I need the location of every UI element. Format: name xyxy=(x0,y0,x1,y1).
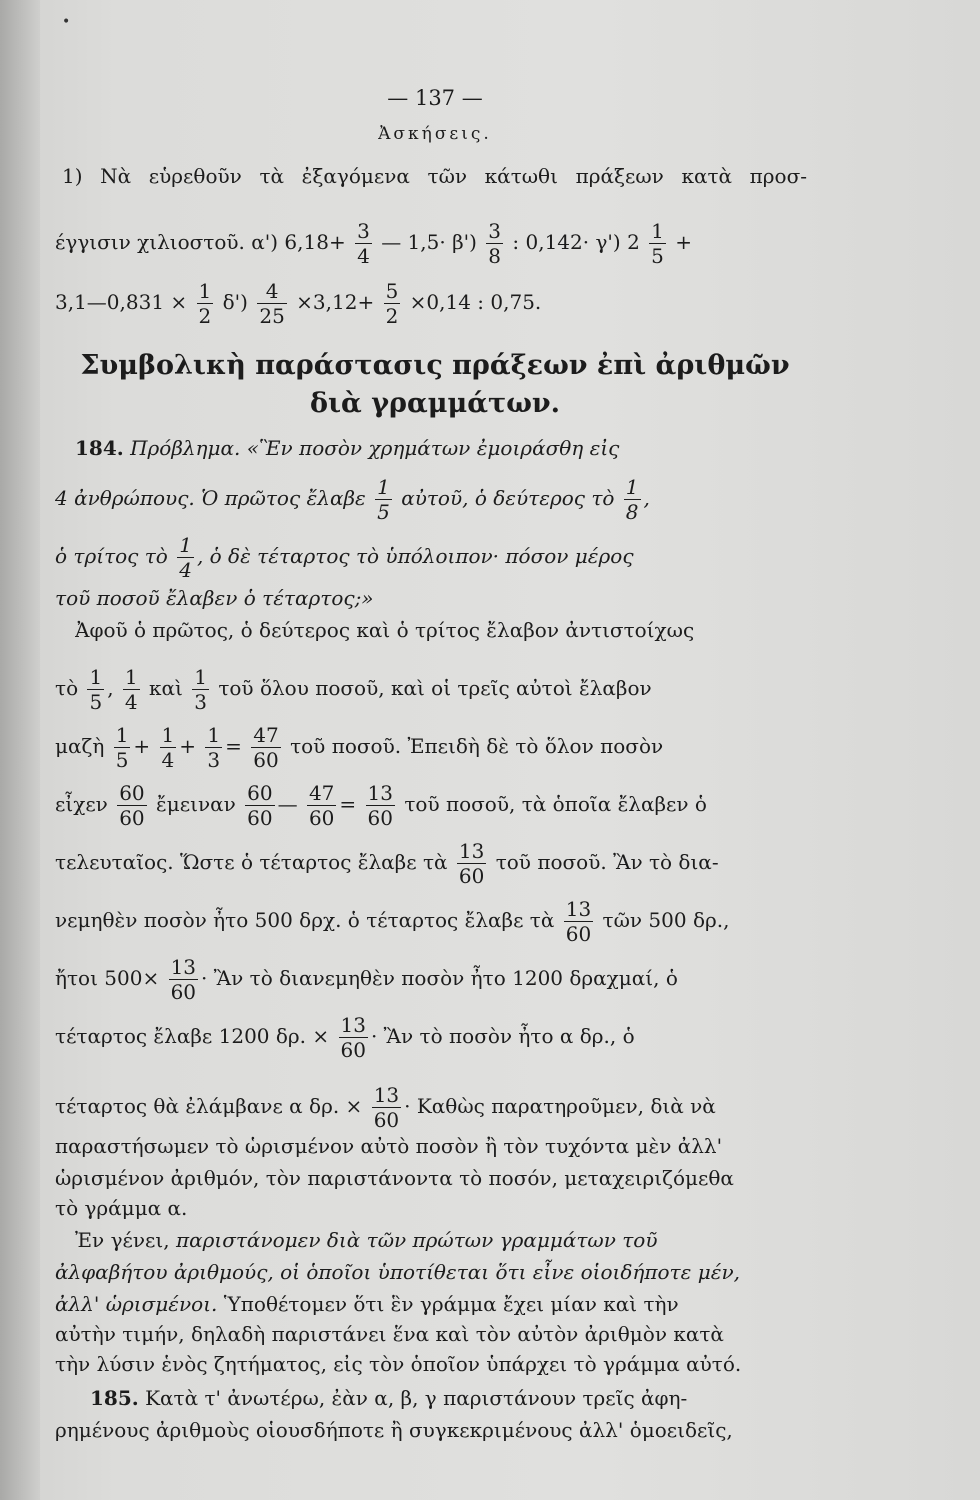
ex1-d-mid: ×3,12+ xyxy=(296,290,375,314)
solution-line-11: ὡρισμένον ἀριθμόν, τὸν παριστάνοντα τὸ ποσόν, μεταχειριζόμεθα xyxy=(55,1166,734,1190)
section-heading-line-1: Συμβολικὴ παράστασις πράξεων ἐπὶ ἀριθμῶν xyxy=(80,350,790,381)
solution-line-12: τὸ γράμμα α. xyxy=(55,1196,188,1220)
solution-line-10: παραστήσωμεν τὸ ὡρισμένον αὐτὸ ποσὸν ἢ τὸν τυχόντα μὲν ἀλλ' xyxy=(55,1134,723,1158)
problem-text: «Ἓν ποσὸν χρημάτων ἐμοιράσθη εἰς xyxy=(246,436,620,460)
fraction: $\frac{5}{2}$ xyxy=(385,279,399,328)
ink-dot: • xyxy=(62,14,71,30)
problem-184-line-1 xyxy=(75,428,815,468)
fraction: $\frac{1}{8}$ xyxy=(625,475,639,524)
problem-184-line-2: 4 ἀνθρώπους. Ὁ πρῶτος ἔλαβε $\frac{1}{5}$ αὐτοῦ, ὁ δεύτερος τὸ $\frac{1}{8}$ , xyxy=(55,475,650,524)
paragraph-number: 185. xyxy=(90,1386,139,1410)
fraction: $\frac{3}{4}$ xyxy=(357,219,370,268)
solution-line-15: ἀλλ' ὡρισμένοι. Ὑποθέτομεν ὅτι ἓν γράμμα ἔχει μίαν καὶ τὴν xyxy=(55,1292,679,1316)
fraction: $\frac{60}{60}$ xyxy=(119,781,145,830)
solution-line-8: τέταρτος ἔλαβε 1200 δρ. × $\frac{13}{60}$ · Ἂν τὸ ποσὸν ἦτο α δρ., ὁ xyxy=(55,1013,635,1062)
solution-line-13: Ἐν γένει, παριστάνομεν διὰ τῶν πρώτων γραμμάτων τοῦ xyxy=(75,1228,658,1252)
fraction: $\frac{47}{60}$ xyxy=(308,781,335,830)
exercise-1-line-3 xyxy=(55,276,815,328)
fraction: $\frac{13}{60}$ xyxy=(458,839,485,888)
ex1-c2-pre: 3,1—0,831 × xyxy=(55,290,188,314)
exercises-title: Ἀσκήσεις. xyxy=(378,124,492,144)
solution-line-7: ἤτοι 500× $\frac{13}{60}$ · Ἂν τὸ διανεμηθὲν ποσὸν ἦτο 1200 δραχμαί, ὁ xyxy=(55,955,678,1004)
fraction: $\frac{47}{60}$ xyxy=(253,723,279,772)
ex1-b-post: : 0,142· γ') 2 xyxy=(512,230,640,254)
ex1-a-post: — 1,5· β') xyxy=(381,230,477,254)
solution-line-3: μαζὴ $\frac{1}{5}$ + $\frac{1}{4}$ + $\frac{1}{3}$ = $\frac{47}{60}$ τοῦ ποσοῦ. Ἐπειδὴ δὲ τὸ ὅλον ποσὸν xyxy=(55,723,664,772)
fraction: $\frac{13}{60}$ xyxy=(170,955,197,1004)
fraction: $\frac{3}{8}$ xyxy=(488,219,502,268)
fraction: $\frac{1}{3}$ xyxy=(194,665,207,714)
problem-label: Πρόβλημα. xyxy=(130,436,241,460)
fraction: $\frac{1}{5}$ xyxy=(377,475,390,524)
ex1-a-pre: έγγισιν χιλιοστοῦ. α') 6,18+ xyxy=(55,230,346,254)
paragraph-185-line-1: 185. Κατὰ τ' ἀνωτέρω, ἐὰν α, β, γ παριστάνουν τρεῖς ἀφη- xyxy=(90,1386,688,1410)
solution-line-2: τὸ $\frac{1}{5}$ , $\frac{1}{4}$ καὶ $\frac{1}{3}$ τοῦ ὅλου ποσοῦ, καὶ οἱ τρεῖς αὐτοὶ ἔλαβον xyxy=(55,665,652,714)
solution-line-14: ἀλφαβήτου ἀριθμούς, οἱ ὁποῖοι ὑποτίθεται ὅτι εἶνε οἱοιδήποτε μέν, xyxy=(55,1260,740,1284)
solution-line-1: Ἀφοῦ ὁ πρῶτος, ὁ δεύτερος καὶ ὁ τρίτος ἔλαβον ἀντιστοίχως xyxy=(75,618,695,642)
fraction: $\frac{1}{5}$ xyxy=(89,665,103,714)
section-heading-line-2: διὰ γραμμάτων. xyxy=(309,388,561,419)
fraction: $\frac{1}{5}$ xyxy=(651,219,664,268)
solution-line-6: νεμηθὲν ποσὸν ἦτο 500 δρχ. ὁ τέταρτος ἔλαβε τὰ $\frac{13}{60}$ τῶν 500 δρ., xyxy=(55,897,730,946)
exercise-1-line-1: 1) Νὰ εὑρεθοῦν τὰ ἐξαγόμενα τῶν κάτωθι πράξεων κατὰ προσ- xyxy=(62,164,807,188)
page-number: — 137 — xyxy=(387,86,483,110)
fraction: $\frac{1}{4}$ xyxy=(124,665,138,714)
fraction: $\frac{13}{60}$ xyxy=(367,781,393,830)
solution-line-17: τὴν λύσιν ἑνὸς ζητήματος, εἰς τὸν ὁποῖον ὑπάρχει τὸ γράμμα αὐτό. xyxy=(55,1352,742,1376)
fraction: $\frac{60}{60}$ xyxy=(247,781,273,830)
solution-line-5: τελευταῖος. Ὥστε ὁ τέταρτος ἔλαβε τὰ $\frac{13}{60}$ τοῦ ποσοῦ. Ἂν τὸ δια- xyxy=(55,839,719,888)
ex1-c-post: + xyxy=(675,230,693,254)
solution-line-4: εἶχεν $\frac{60}{60}$ ἔμειναν $\frac{60}{60}$ — $\frac{47}{60}$ = $\frac{13}{60}$ τοῦ ποσοῦ, τὰ ὁποῖα ἔλαβεν ὁ xyxy=(55,781,707,830)
solution-line-16: αὐτὴν τιμήν, δηλαδὴ παριστάνει ἕνα καὶ τὸν αὐτὸν ἀριθμὸν κατὰ xyxy=(55,1322,724,1346)
problem-184-line-3: ὁ τρίτος τὸ $\frac{1}{4}$ , ὁ δὲ τέταρτος τὸ ὑπόλοιπον· πόσον μέρος xyxy=(55,533,634,582)
solution-line-9: τέταρτος θὰ ἐλάμβανε α δρ. × $\frac{13}{60}$ · Καθὼς παρατηροῦμεν, διὰ νὰ xyxy=(55,1083,716,1132)
paragraph-number: 184. xyxy=(75,436,124,460)
fraction: $\frac{1}{2}$ xyxy=(198,279,212,328)
problem-184-line-4: τοῦ ποσοῦ ἔλαβεν ὁ τέταρτος;» xyxy=(55,586,374,610)
ex1-d-post: ×0,14 : 0,75. xyxy=(409,290,542,314)
exercise-1-line-2 xyxy=(55,216,815,268)
page-gutter xyxy=(0,0,40,1500)
fraction: $\frac{13}{60}$ xyxy=(565,897,592,946)
fraction: $\frac{1}{4}$ xyxy=(179,533,192,582)
fraction: $\frac{1}{5}$ xyxy=(115,723,129,772)
fraction: $\frac{1}{3}$ xyxy=(207,723,221,772)
fraction: $\frac{1}{4}$ xyxy=(161,723,175,772)
ex1-d-label: δ') xyxy=(222,290,248,314)
fraction: $\frac{4}{25}$ xyxy=(259,279,285,328)
paragraph-185-line-2: ρημένους ἀριθμοὺς οἱουσδήποτε ἢ συγκεκριμένους ἀλλ' ὁμοειδεῖς, xyxy=(55,1418,733,1442)
fraction: $\frac{13}{60}$ xyxy=(340,1013,366,1062)
fraction: $\frac{13}{60}$ xyxy=(373,1083,400,1132)
